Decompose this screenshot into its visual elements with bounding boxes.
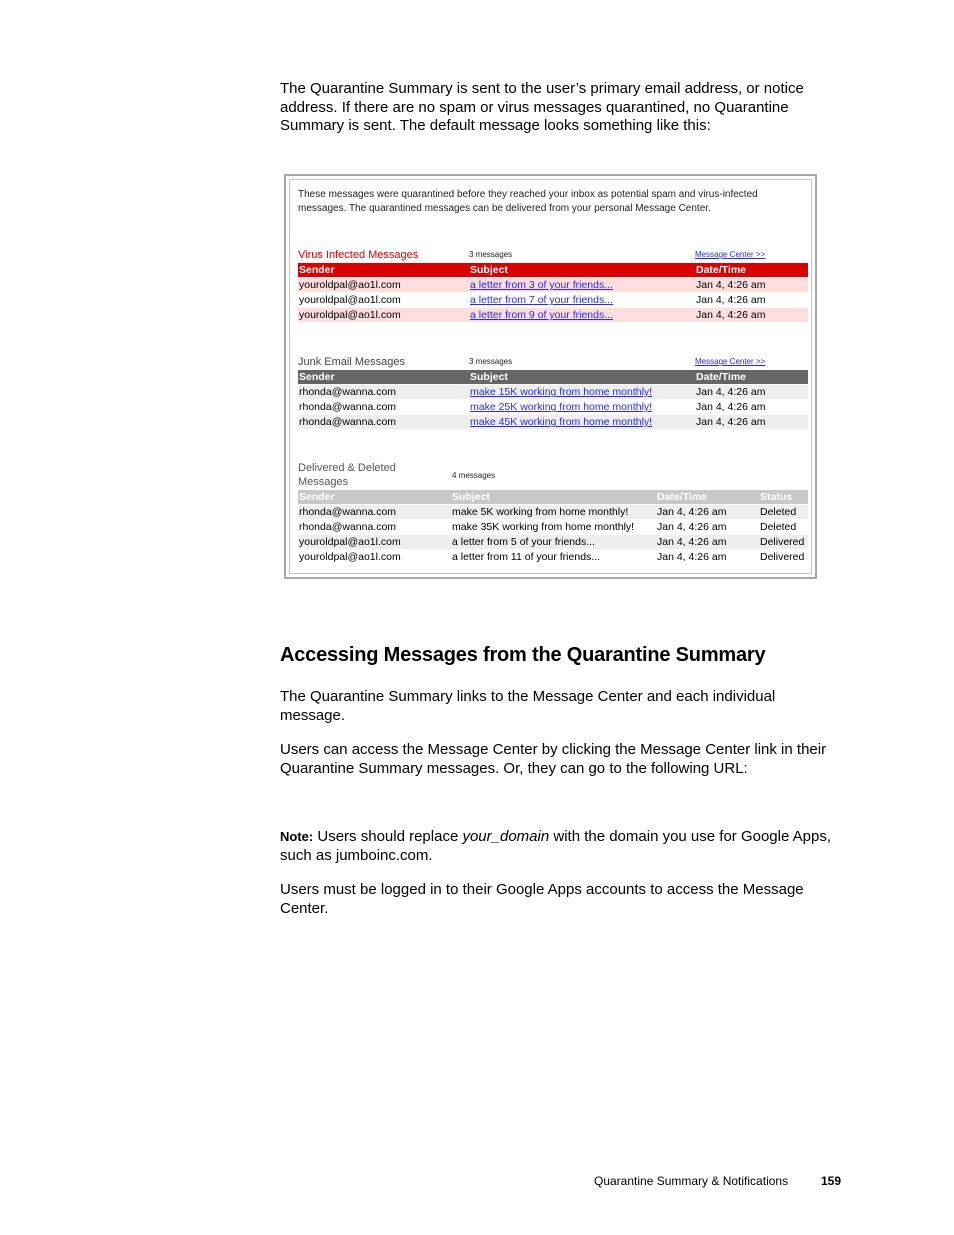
junk-table-header xyxy=(298,370,808,384)
row-sender: rhonda@wanna.com xyxy=(299,521,397,533)
quarantine-summary-figure xyxy=(284,174,817,579)
row-date: Jan 4, 4:26 am xyxy=(696,386,766,398)
paragraph-access: Users can access the Message Center by clicking the Message Center link in their Quarantine Summary messages. Or, they can go to the following URL: xyxy=(280,741,827,777)
delivered-message-count: 4 messages xyxy=(452,471,496,480)
row-status: Delivered xyxy=(760,536,805,548)
table-row xyxy=(298,400,808,414)
row-date: Jan 4, 4:26 am xyxy=(696,279,766,291)
row-sender: rhonda@wanna.com xyxy=(299,386,397,398)
row-subject-link[interactable]: a letter from 9 of your friends... xyxy=(470,309,613,321)
note-paragraph xyxy=(280,828,840,865)
row-date: Jan 4, 4:26 am xyxy=(696,416,766,428)
table-row xyxy=(298,293,808,307)
header-date: Date/Time xyxy=(696,264,746,276)
row-sender: rhonda@wanna.com xyxy=(299,416,397,428)
row-subject: make 35K working from home monthly! xyxy=(452,521,635,533)
table-row xyxy=(298,385,808,399)
header-sender: Sender xyxy=(299,371,335,383)
row-date: Jan 4, 4:26 am xyxy=(657,536,727,548)
table-row xyxy=(298,278,808,292)
header-date: Date/Time xyxy=(696,371,746,383)
note-text-before: Users should replace xyxy=(313,828,463,845)
row-subject-link[interactable]: make 25K working from home monthly! xyxy=(470,401,653,413)
delivered-title-line2: Messages xyxy=(298,475,349,488)
figure-intro-text: These messages were quarantined before they reached your inbox as potential spam and virus-infected messages. The quarantined messages can be delivered from your personal Message Center. xyxy=(298,189,758,214)
row-date: Jan 4, 4:26 am xyxy=(696,309,766,321)
junk-message-count: 3 messages xyxy=(469,357,513,366)
table-row xyxy=(298,535,808,549)
table-row xyxy=(298,520,808,534)
junk-section-title: Junk Email Messages xyxy=(298,356,405,368)
delivered-title-line1: Delivered & Deleted xyxy=(298,462,396,474)
section-heading: Accessing Messages from the Quarantine Summary xyxy=(280,644,766,666)
virus-message-center-link[interactable]: Message Center >> xyxy=(695,250,766,259)
row-sender: rhonda@wanna.com xyxy=(299,506,397,518)
header-sender: Sender xyxy=(299,491,335,503)
note-label: Note: xyxy=(280,829,314,844)
row-status: Deleted xyxy=(760,521,797,533)
row-date: Jan 4, 4:26 am xyxy=(696,294,766,306)
row-subject: a letter from 5 of your friends... xyxy=(452,536,595,548)
header-sender: Sender xyxy=(299,264,335,276)
virus-section-title: Virus Infected Messages xyxy=(298,249,419,261)
paragraph-links: The Quarantine Summary links to the Message Center and each individual message. xyxy=(280,688,776,724)
table-row xyxy=(298,308,808,322)
paragraph-login: Users must be logged in to their Google Apps accounts to access the Message Center. xyxy=(280,881,804,917)
row-subject-link[interactable]: a letter from 7 of your friends... xyxy=(470,294,613,306)
row-sender: rhonda@wanna.com xyxy=(299,401,397,413)
intro-paragraph: The Quarantine Summary is sent to the user’s primary email address, or notice address. If there are no spam or virus messages quarantined, no Quarantine Summary is sent. The default message looks something like this: xyxy=(280,80,804,134)
delivered-section-title xyxy=(298,462,396,489)
row-sender: youroldpal@ao1l.com xyxy=(299,294,401,306)
header-subject: Subject xyxy=(452,491,490,503)
virus-message-count: 3 messages xyxy=(469,250,513,259)
page-number: 159 xyxy=(821,1174,842,1188)
row-subject-link[interactable]: make 45K working from home monthly! xyxy=(470,416,653,428)
row-date: Jan 4, 4:26 am xyxy=(657,521,727,533)
note-text-after: with the domain you use for Google Apps, such as jumboinc.com. xyxy=(280,828,832,864)
row-date: Jan 4, 4:26 am xyxy=(657,506,727,518)
row-sender: youroldpal@ao1l.com xyxy=(299,536,401,548)
table-row xyxy=(298,415,808,429)
row-subject-link[interactable]: a letter from 3 of your friends... xyxy=(470,279,613,291)
row-sender: youroldpal@ao1l.com xyxy=(299,279,401,291)
header-subject: Subject xyxy=(470,264,508,276)
row-subject: make 5K working from home monthly! xyxy=(452,506,629,518)
note-emphasis: your_domain xyxy=(462,828,550,845)
header-date: Date/Time xyxy=(657,491,707,503)
row-status: Delivered xyxy=(760,551,805,563)
row-sender: youroldpal@ao1l.com xyxy=(299,309,401,321)
junk-message-center-link[interactable]: Message Center >> xyxy=(695,357,766,366)
header-subject: Subject xyxy=(470,371,508,383)
row-sender: youroldpal@ao1l.com xyxy=(299,551,401,563)
virus-table-header xyxy=(298,263,808,277)
table-row xyxy=(298,550,808,564)
table-row xyxy=(298,505,808,519)
footer-section-title: Quarantine Summary & Notifications xyxy=(594,1174,789,1188)
row-date: Jan 4, 4:26 am xyxy=(696,401,766,413)
row-subject: a letter from 11 of your friends... xyxy=(452,551,601,563)
row-date: Jan 4, 4:26 am xyxy=(657,551,727,563)
delivered-table-header xyxy=(298,490,808,504)
header-status: Status xyxy=(760,491,793,503)
row-subject-link[interactable]: make 15K working from home monthly! xyxy=(470,386,653,398)
row-status: Deleted xyxy=(760,506,797,518)
